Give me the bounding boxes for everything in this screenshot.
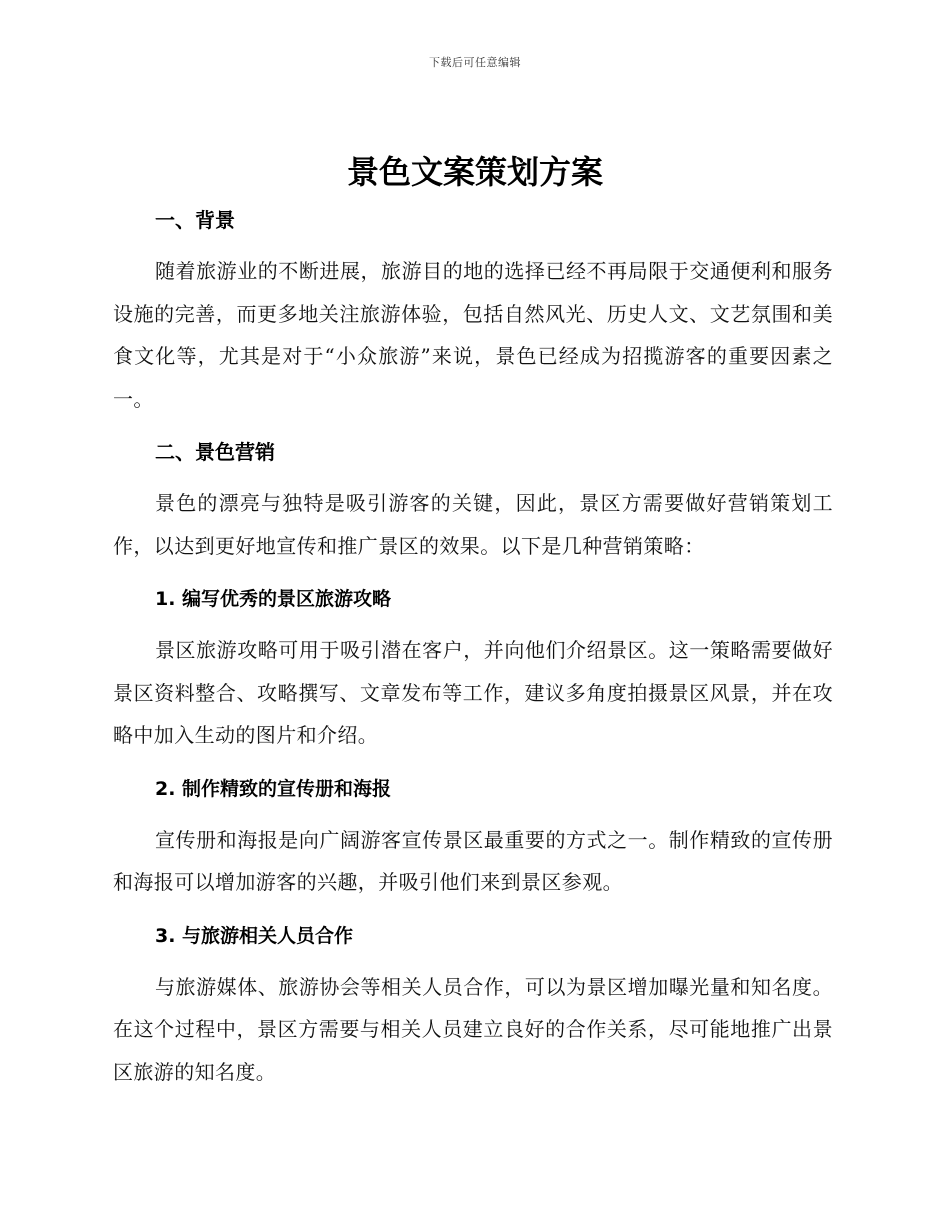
strategy-paragraph-guide: 景区旅游攻略可用于吸引潜在客户，并向他们介绍景区。这一策略需要做好景区资料整合、攻略撰写、文章发布等工作，建议多角度拍摄景区风景，并在攻略中加入生动的图片和介绍。 [113, 638, 833, 747]
document-body [113, 200, 833, 1093]
background-paragraph: 随着旅游业的不断进展，旅游目的地的选择已经不再局限于交通便利和服务设施的完善，而更多地关注旅游体验，包括自然风光、历史人文、文艺氛围和美食文化等，尤其是对于“小众旅游”来说，景色已经成为招揽游客的重要因素之一。 [113, 259, 833, 411]
strategy-heading-guide: 1. 编写优秀的景区旅游攻略 [155, 588, 392, 610]
document-title: 景色文案策划方案 [346, 153, 603, 191]
strategy-heading-partners: 3. 与旅游相关人员合作 [155, 924, 354, 947]
strategy-paragraph-brochure: 宣传册和海报是向广阔游客宣传景区最重要的方式之一。制作精致的宣传册和海报可以增加游客的兴趣，并吸引他们来到景区参观。 [113, 827, 833, 894]
section-heading-background: 一、背景 [155, 208, 235, 232]
marketing-paragraph: 景色的漂亮与独特是吸引游客的关键，因此，景区方需要做好营销策划工作，以达到更好地宣传和推广景区的效果。以下是几种营销策略： [113, 491, 833, 558]
section-heading-marketing: 二、景色营销 [155, 440, 275, 464]
header-note: 下载后可任意编辑 [429, 56, 521, 69]
strategy-paragraph-partners: 与旅游媒体、旅游协会等相关人员合作，可以为景区增加曝光量和知名度。在这个过程中，景区方需要与相关人员建立良好的合作关系，尽可能地推广出景区旅游的知名度。 [113, 974, 833, 1084]
strategy-heading-brochure: 2. 制作精致的宣传册和海报 [155, 777, 392, 800]
